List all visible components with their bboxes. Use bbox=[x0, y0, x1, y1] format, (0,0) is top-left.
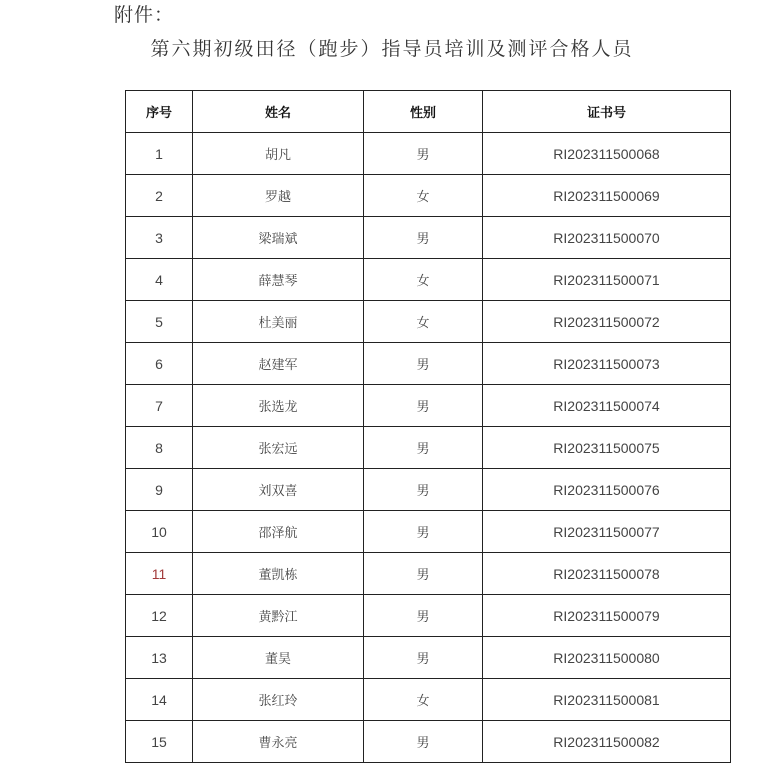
table-row bbox=[126, 301, 731, 343]
row-gender: 男 bbox=[364, 385, 483, 427]
row-certificate: RI202311500077 bbox=[483, 511, 731, 553]
row-gender: 男 bbox=[364, 427, 483, 469]
row-gender: 男 bbox=[364, 511, 483, 553]
row-name: 董凯栋 bbox=[193, 553, 364, 595]
row-certificate: RI202311500080 bbox=[483, 637, 731, 679]
row-name: 张宏远 bbox=[193, 427, 364, 469]
table-row bbox=[126, 427, 731, 469]
row-name: 赵建军 bbox=[193, 343, 364, 385]
row-number: 7 bbox=[126, 385, 193, 427]
table-row bbox=[126, 637, 731, 679]
table-row bbox=[126, 595, 731, 637]
row-gender: 男 bbox=[364, 469, 483, 511]
row-name: 刘双喜 bbox=[193, 469, 364, 511]
table-row bbox=[126, 259, 731, 301]
row-number: 14 bbox=[126, 679, 193, 721]
row-certificate: RI202311500079 bbox=[483, 595, 731, 637]
row-gender: 男 bbox=[364, 637, 483, 679]
qualified-personnel-table bbox=[125, 90, 731, 763]
row-number: 3 bbox=[126, 217, 193, 259]
table-row bbox=[126, 175, 731, 217]
row-gender: 男 bbox=[364, 133, 483, 175]
row-name: 董昊 bbox=[193, 637, 364, 679]
row-name: 梁瑞斌 bbox=[193, 217, 364, 259]
table-row bbox=[126, 343, 731, 385]
row-gender: 女 bbox=[364, 175, 483, 217]
table-row bbox=[126, 679, 731, 721]
row-number: 12 bbox=[126, 595, 193, 637]
row-gender: 男 bbox=[364, 343, 483, 385]
column-header-certificate: 证书号 bbox=[483, 91, 731, 133]
row-number: 15 bbox=[126, 721, 193, 763]
row-number: 2 bbox=[126, 175, 193, 217]
page-title: 第六期初级田径（跑步）指导员培训及测评合格人员 bbox=[150, 38, 634, 60]
row-gender: 男 bbox=[364, 217, 483, 259]
row-name: 杜美丽 bbox=[193, 301, 364, 343]
row-number: 6 bbox=[126, 343, 193, 385]
row-certificate: RI202311500078 bbox=[483, 553, 731, 595]
row-certificate: RI202311500070 bbox=[483, 217, 731, 259]
row-gender: 男 bbox=[364, 553, 483, 595]
row-number: 5 bbox=[126, 301, 193, 343]
row-certificate: RI202311500072 bbox=[483, 301, 731, 343]
row-number: 11 bbox=[126, 553, 193, 595]
row-name: 胡凡 bbox=[193, 133, 364, 175]
table-row bbox=[126, 133, 731, 175]
row-name: 张选龙 bbox=[193, 385, 364, 427]
column-header-gender: 性别 bbox=[364, 91, 483, 133]
table-row bbox=[126, 721, 731, 763]
table-row bbox=[126, 553, 731, 595]
row-number: 1 bbox=[126, 133, 193, 175]
row-certificate: RI202311500069 bbox=[483, 175, 731, 217]
table-row bbox=[126, 217, 731, 259]
table-header-row bbox=[126, 91, 731, 133]
row-name: 曹永亮 bbox=[193, 721, 364, 763]
row-gender: 男 bbox=[364, 721, 483, 763]
row-certificate: RI202311500068 bbox=[483, 133, 731, 175]
row-certificate: RI202311500076 bbox=[483, 469, 731, 511]
row-certificate: RI202311500081 bbox=[483, 679, 731, 721]
row-number: 4 bbox=[126, 259, 193, 301]
row-gender: 女 bbox=[364, 679, 483, 721]
table-row bbox=[126, 385, 731, 427]
column-header-number: 序号 bbox=[126, 91, 193, 133]
row-certificate: RI202311500074 bbox=[483, 385, 731, 427]
row-gender: 女 bbox=[364, 259, 483, 301]
table-row bbox=[126, 469, 731, 511]
row-name: 邵泽航 bbox=[193, 511, 364, 553]
row-name: 黄黔江 bbox=[193, 595, 364, 637]
attachment-label: 附件： bbox=[114, 4, 175, 26]
row-number: 9 bbox=[126, 469, 193, 511]
row-certificate: RI202311500082 bbox=[483, 721, 731, 763]
row-name: 张红玲 bbox=[193, 679, 364, 721]
row-certificate: RI202311500071 bbox=[483, 259, 731, 301]
row-name: 罗越 bbox=[193, 175, 364, 217]
row-gender: 男 bbox=[364, 595, 483, 637]
row-name: 薛慧琴 bbox=[193, 259, 364, 301]
row-certificate: RI202311500073 bbox=[483, 343, 731, 385]
row-number: 13 bbox=[126, 637, 193, 679]
row-number: 8 bbox=[126, 427, 193, 469]
row-gender: 女 bbox=[364, 301, 483, 343]
table-row bbox=[126, 511, 731, 553]
row-number: 10 bbox=[126, 511, 193, 553]
row-certificate: RI202311500075 bbox=[483, 427, 731, 469]
column-header-name: 姓名 bbox=[193, 91, 364, 133]
